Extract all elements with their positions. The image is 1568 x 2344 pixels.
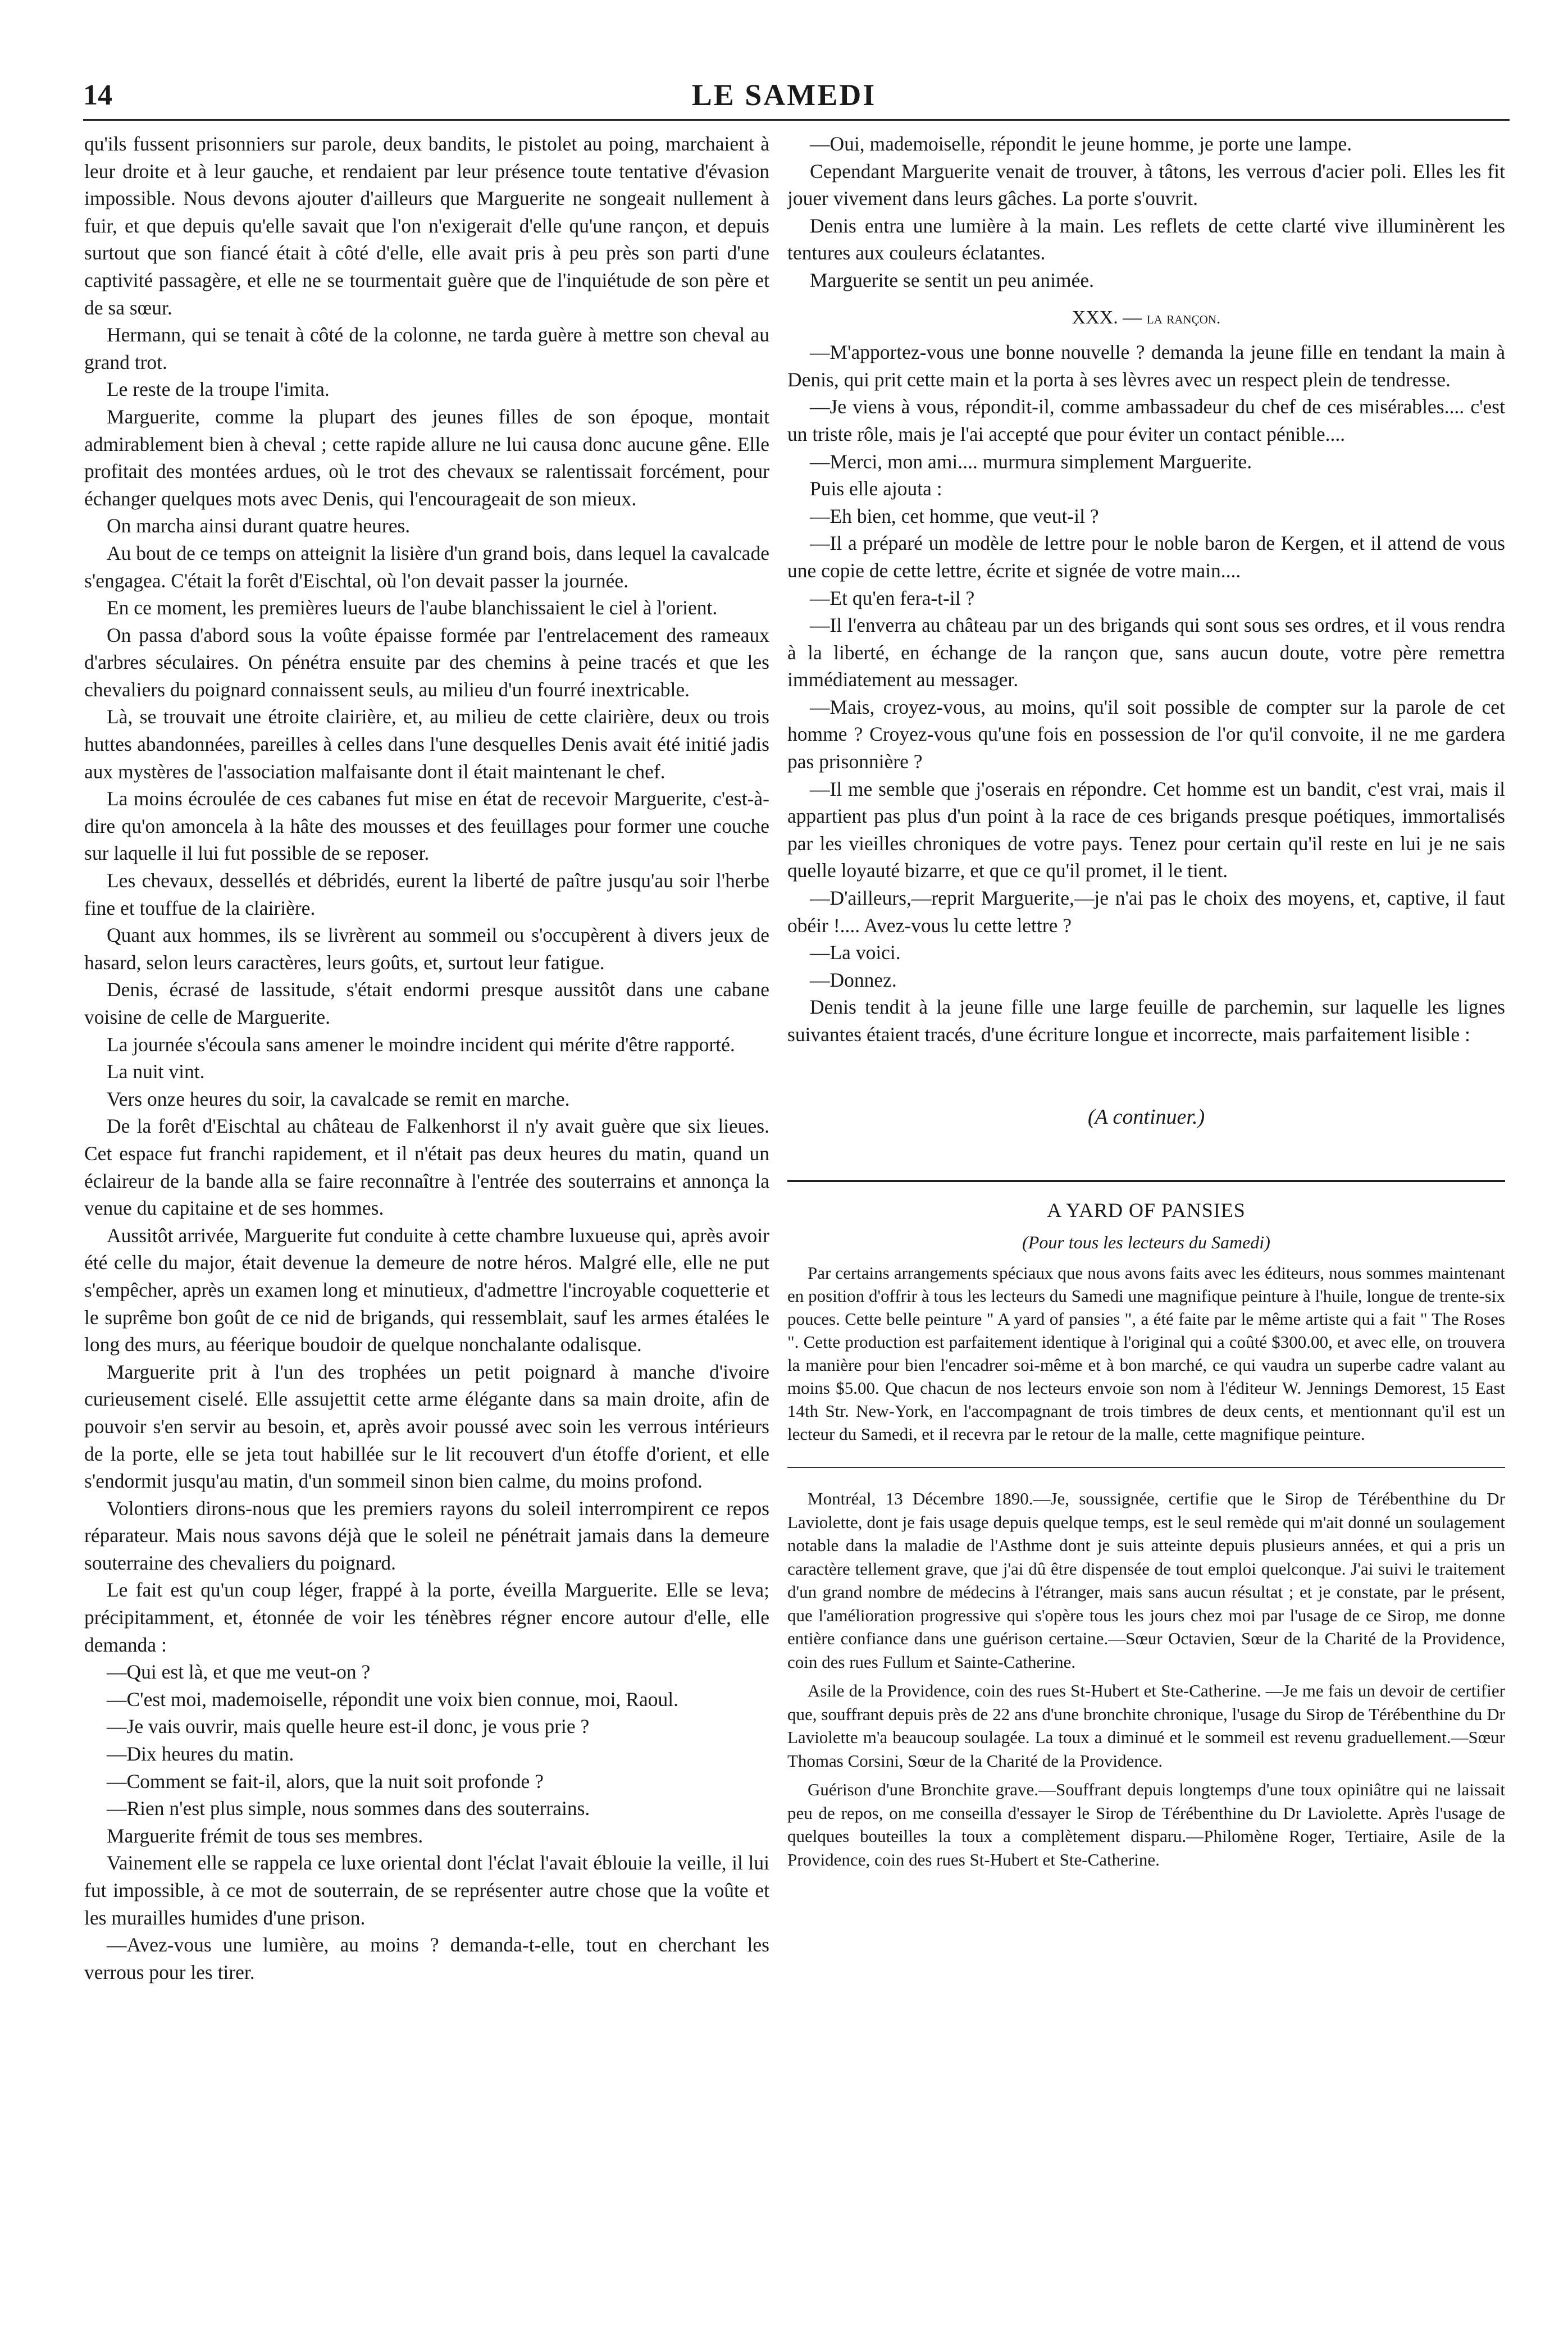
paragraph: —Il me semble que j'oserais en répondre. Cet homme est un bandit, c'est vrai, mais il appartient pas plus d'un point à la race de ces brigands presque poétiques, immortalisés par les vieilles chroniques de votre pays. Tenez pour certain qu'il reste en lui je ne sais quelle loyauté bizarre, et que ce qu'il promet, il le tient. <box>787 777 1505 882</box>
paragraph: La journée s'écoula sans amener le moindre incident qui mérite d'être rapporté. <box>107 1033 735 1056</box>
left-column <box>84 130 769 1986</box>
paragraph: —D'ailleurs,—reprit Marguerite,—je n'ai pas le choix des moyens, et, captive, il faut obéir !.... Avez-vous lu cette lettre ? <box>787 887 1505 937</box>
paragraph: Vers onze heures du soir, la cavalcade se remit en marche. <box>107 1087 570 1110</box>
chapter-body <box>787 339 1505 1048</box>
paragraph: La moins écroulée de ces cabanes fut mise en état de recevoir Marguerite, c'est-à-dire qu'on amoncela à la hâte des mousses et des feuillages pour former une couche sur laquelle il lui fut possible de se reposer. <box>84 787 769 865</box>
paragraph: Denis, écrasé de lassitude, s'était endormi presque aussitôt dans une cabane voisine de celle de Marguerite. <box>84 978 769 1028</box>
paragraph: —Donnez. <box>810 968 897 991</box>
masthead-title: LE SAMEDI <box>691 78 877 112</box>
testimonials <box>787 1487 1505 1871</box>
paragraph: Denis tendit à la jeune fille une large feuille de parchemin, sur laquelle les lignes suivantes étaient tracés, d'une écriture longue et incorrecte, mais parfaitement lisible : <box>787 996 1505 1046</box>
paragraph: Cependant Marguerite venait de trouver, à tâtons, les verrous d'acier poli. Elles les fit jouer vivement dans leurs gâches. La porte s'ouvrit. <box>787 159 1505 210</box>
paragraph: Les chevaux, dessellés et débridés, eurent la liberté de paître jusqu'au soir l'herbe fine et touffue de la clairière. <box>84 869 769 919</box>
paragraph: —Je vais ouvrir, mais quelle heure est-il donc, je vous prie ? <box>107 1715 590 1738</box>
paragraph: On marcha ainsi durant quatre heures. <box>107 514 411 537</box>
paragraph: De la forêt d'Eischtal au château de Falkenhorst il n'y avait guère que six lieues. Cet espace fut franchi rapidement, et il n'était pas deux heures du matin, quand un éclaireur de la bande alla se faire reconnaître à l'entrée des souterrains et annonça la venue du capitaine et de ses hommes. <box>84 1115 769 1220</box>
paragraph: —Qui est là, et que me veut-on ? <box>107 1661 371 1684</box>
page-number: 14 <box>83 79 112 111</box>
paragraph: —Rien n'est plus simple, nous sommes dans des souterrains. <box>107 1797 590 1820</box>
right-column <box>787 130 1505 1877</box>
paragraph: —Mais, croyez-vous, au moins, qu'il soit possible de compter sur la parole de cet homme ? Croyez-vous qu'une fois en possession de l'or qu'il convoite, il ne me gardera pas prisonnière ? <box>787 695 1505 773</box>
paragraph: Denis entra une lumière à la main. Les reflets de cette clarté vive illuminèrent les tentures aux couleurs éclatantes. <box>787 214 1505 265</box>
section-rule <box>787 1180 1505 1182</box>
ad-body: Par certains arrangements spéciaux que nous avons faits avec les éditeurs, nous sommes maintenant en position d'offrir à tous les lecteurs du Samedi une magnifique peinture à l'huile, longue de trente-six pouces. Cette belle peinture " A yard of pansies ", a été faite par le même artiste qui a fait " The Roses ". Cette production est parfaitement identique à l'original qui a coûté $300.00, et avec elle, on trouvera la manière pour bien l'encadrer soi-même et à bon marché, ce qui vaudra un superbe cadre valant au moins $5.00. Que chacun de nos lecteurs envoie son nom à l'éditeur W. Jennings Demorest, 15 East 14th Str. New-York, en l'accompagnant de trois timbres de deux cents, et mentionnant qu'il est un lecteur du Samedi, et il recevra par le retour de la malle, cette magnifique peinture. <box>787 1263 1505 1444</box>
chapter-heading <box>787 304 1505 332</box>
paragraph: Hermann, qui se tenait à côté de la colonne, ne tarda guère à mettre son cheval au grand trot. <box>84 323 769 373</box>
testimonial: Montréal, 13 Décembre 1890.—Je, soussignée, certifie que le Sirop de Térébenthine du Dr Laviolette, dont je fais usage depuis quelque temps, est le seul remède qui m'ait donné un soulagement notable dans la maladie de l'Asthme dont je suis atteinte depuis plusieurs années, et qui a pris un caractère tellement grave, que j'ai dû être dispensée de tout emploi quelconque. J'ai suivi le traitement d'un grand nombre de médecins à l'étranger, mais sans aucun résultat ; et je constate, par le présent, que l'amélioration progressive qui s'opère tous les jours chez moi par l'usage de ce Sirop, me donne entière confiance dans une guérison certaine.—Sœur Octavien, Sœur de la Charité de la Providence, coin des rues Fullum et Sainte-Catherine. <box>787 1489 1505 1672</box>
divider-rule <box>787 1467 1505 1468</box>
paragraph: On passa d'abord sous la voûte épaisse formée par l'entrelacement des rameaux d'arbres séculaires. On pénétra ensuite par des chemins à peine tracés et que les chevaliers du poignard connaissent seuls, au milieu d'un fourré inextricable. <box>84 623 769 701</box>
paragraph: —Eh bien, cet homme, que veut-il ? <box>810 504 1099 527</box>
header-rule <box>83 119 1510 121</box>
paragraph: Quant aux hommes, ils se livrèrent au sommeil ou s'occupèrent à divers jeux de hasard, selon leurs caractères, leurs goûts, et, surtout leur fatigue. <box>84 924 769 974</box>
paragraph: —Merci, mon ami.... murmura simplement Marguerite. <box>810 450 1252 473</box>
paragraph: qu'ils fussent prisonniers sur parole, deux bandits, le pistolet au poing, marchaient à leur droite et à leur gauche, et rendaient par leur présence toute tentative d'évasion impossible. Nous devons ajouter d'ailleurs que Marguerite ne songeait nullement à fuir, et que depuis qu'elle savait que l'on n'exigerait d'elle qu'une rançon, et depuis surtout que son fiancé était à côté d'elle, elle avait pris à peu près son parti d'une captivité passagère, et elle ne se tourmentait guère que de l'inquiétude de son père et de sa sœur. <box>84 133 769 319</box>
paragraph: Marguerite se sentit un peu animée. <box>810 268 1095 291</box>
paragraph: Marguerite, comme la plupart des jeunes filles de son époque, montait admirablement bien à cheval ; cette rapide allure ne lui causa donc aucune gêne. Elle profitait des montées ardues, où le trot des chevaux se ralentissait forcément, pour échanger quelques mots avec Denis, qui l'encourageait de son mieux. <box>84 405 769 510</box>
paragraph: Marguerite frémit de tous ses membres. <box>107 1824 423 1847</box>
paragraph: Là, se trouvait une étroite clairière, et, au milieu de cette clairière, deux ou trois huttes abandonnées, pareilles à celles dans l'une desquelles Denis avait été initié jadis aux mystères de l'association malfaisante dont il était maintenant le chef. <box>84 705 769 783</box>
paragraph: En ce moment, les premières lueurs de l'aube blanchissaient le ciel à l'orient. <box>107 596 718 619</box>
paragraph: Au bout de ce temps on atteignit la lisière d'un grand bois, dans lequel la cavalcade s'engagea. C'était la forêt d'Eischtal, où l'on devait passer la journée. <box>84 541 769 592</box>
ad-subtitle: (Pour tous les lecteurs du Samedi) <box>1022 1232 1270 1252</box>
paragraph: Le fait est qu'un coup léger, frappé à la porte, éveilla Marguerite. Elle se leva; précipitamment, et, étonnée de voir les ténèbres régner encore autour d'elle, elle demanda : <box>84 1579 769 1656</box>
paragraph: La nuit vint. <box>107 1060 205 1083</box>
paragraph: —C'est moi, mademoiselle, répondit une voix bien connue, moi, Raoul. <box>107 1688 678 1711</box>
paragraph: —M'apportez-vous une bonne nouvelle ? demanda la jeune fille en tendant la main à Denis, qui prit cette main et la porta à ses lèvres avec un respect plein de tendresse. <box>787 341 1505 391</box>
paragraph: —La voici. <box>810 941 901 964</box>
paragraph: Aussitôt arrivée, Marguerite fut conduite à cette chambre luxueuse qui, après avoir été celle du major, était devenue la demeure de notre héros. Malgré elle, elle ne put s'empêcher, après un examen long et minutieux, d'admettre l'incroyable coquetterie et le suprême bon goût de ce nid de brigands, qui ressemblait, sauf les armes étalées le long des murs, au féerique boudoir de quelque nonchalante odalisque. <box>84 1224 769 1356</box>
to-be-continued: (A continuer.) <box>1087 1105 1205 1129</box>
chapter-number: XXX. — <box>1072 307 1142 328</box>
chapter-title: la rançon. <box>1146 308 1221 327</box>
paragraph: Le reste de la troupe l'imita. <box>107 378 330 401</box>
paragraph: —Avez-vous une lumière, au moins ? demanda-t-elle, tout en cherchant les verrous pour les tirer. <box>84 1933 769 1983</box>
paragraph: —Et qu'en fera-t-il ? <box>810 586 975 609</box>
paragraph: Marguerite prit à l'un des trophées un petit poignard à manche d'ivoire curieusement ciselé. Elle assujettit cette arme élégante dans sa main droite, afin de pouvoir s'en servir au besoin, et, après avoir poussé avec soin les verrous intérieurs de la porte, elle se jeta tout habillée sur le lit recouvert d'un étoffe d'orient, et elle s'endormit jusqu'au matin, d'un sommeil sinon bien calme, du moins profond. <box>84 1360 769 1493</box>
paragraph: Vainement elle se rappela ce luxe oriental dont l'éclat l'avait éblouie la veille, il lui fut impossible, à ce mot de souterrain, de se représenter autre chose que la voûte et les murailles humides d'une prison. <box>84 1852 769 1929</box>
paragraph: —Dix heures du matin. <box>107 1743 294 1766</box>
paragraph: —Je viens à vous, répondit-il, comme ambassadeur du chef de ces misérables.... c'est un triste rôle, mais je l'ai accepté que pour éviter un contact pénible.... <box>787 395 1505 445</box>
paragraph: —Il l'enverra au château par un des brigands qui sont sous ses ordres, et il vous rendra à la liberté, en échange de la rançon que, sans aucun doute, votre père remettra immédiatement au messager. <box>787 614 1505 691</box>
paragraph: Volontiers dirons-nous que les premiers rayons du soleil interrompirent ce repos réparateur. Mais nous savons déjà que le soleil ne pénétrait jamais dans la demeure souterraine des chevaliers du poignard. <box>84 1497 769 1574</box>
paragraph: —Il a préparé un modèle de lettre pour le noble baron de Kergen, et il attend de vous une copie de cette lettre, écrite et signée de votre main.... <box>787 532 1505 582</box>
paragraph: Puis elle ajouta : <box>810 477 942 500</box>
ad-title: A YARD OF PANSIES <box>1047 1199 1246 1222</box>
paragraph: —Oui, mademoiselle, répondit le jeune homme, je porte une lampe. <box>810 133 1352 155</box>
testimonial: Guérison d'une Bronchite grave.—Souffrant depuis longtemps d'une toux opiniâtre qui ne laissait peu de repos, on me conseilla d'essayer le Sirop de Térébenthine du Dr Laviolette. Après l'usage de quelques bouteilles la toux a complètement disparu.—Philomène Roger, Tertiaire, Asile de la Providence, coin des rues St-Hubert et Ste-Catherine. <box>787 1780 1505 1869</box>
story-continuation <box>787 130 1505 294</box>
paragraph: —Comment se fait-il, alors, que la nuit soit profonde ? <box>107 1770 544 1793</box>
testimonial: Asile de la Providence, coin des rues St-Hubert et Ste-Catherine. —Je me fais un devoir de certifier que, souffrant depuis près de 22 ans d'une bronchite chronique, l'usage du Sirop de Térébenthine du Dr Laviolette m'a beaucoup soulagée. La toux a diminué et le sommeil est revenu graduellement.—Sœur Thomas Corsini, Sœur de la Charité de la Providence. <box>787 1681 1505 1771</box>
advertisement <box>787 1197 1505 1445</box>
